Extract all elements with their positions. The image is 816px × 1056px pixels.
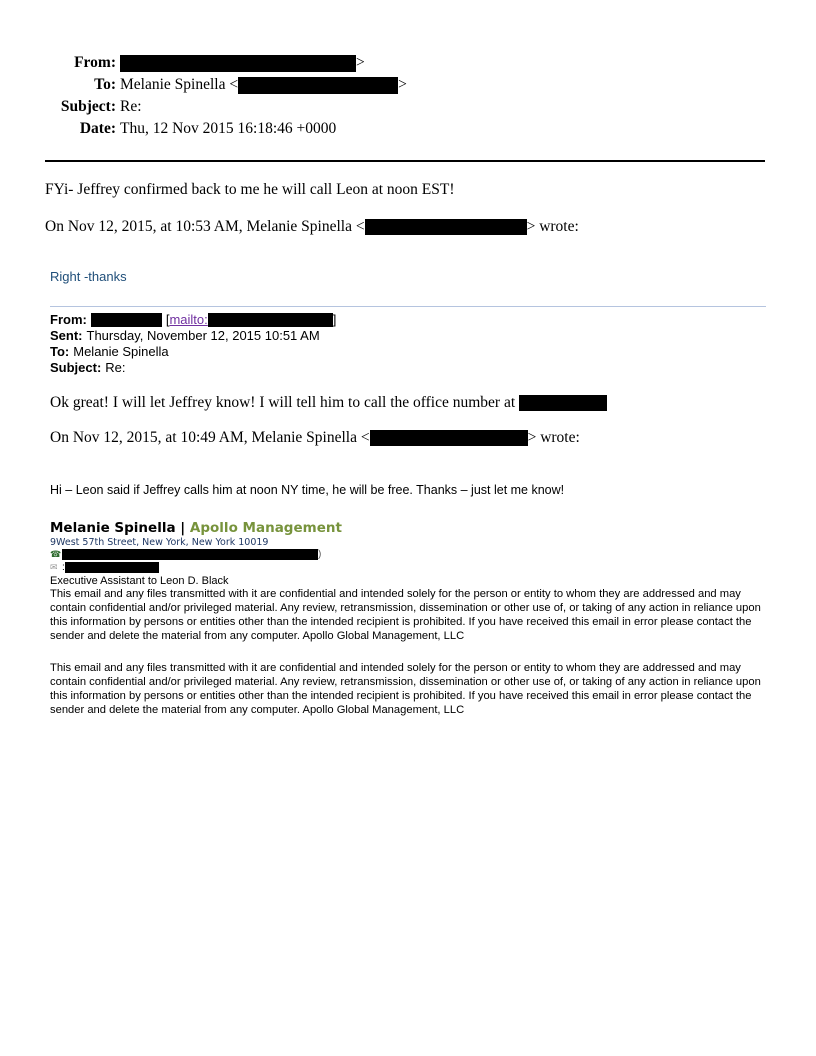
ok-great-text: Ok great! I will let Jeffrey know! I will tell him to call the office number at [50,394,516,411]
to-value: Melanie Spinella < [120,76,239,93]
email-header [0,52,407,140]
header-date-row [0,118,407,140]
redacted-sig-email [65,562,159,573]
signature-block [50,520,342,587]
signature-address: 9West 57th Street, New York, New York 10019 [50,537,269,548]
signature-title: Executive Assistant to Leon D. Black [50,575,229,587]
phone-suffix: ) [318,549,322,560]
reply-right-thanks: Right -thanks [50,269,127,284]
quote2-suffix: > wrote: [527,429,580,446]
fwd-subject-row [50,360,336,376]
signature-separator: | [175,520,190,536]
forward-divider [50,306,766,307]
disclaimer-1: This email and any files transmitted with it are confidential and intended solely for the person or entity to whom they are addressed and may contain confidential and/or privileged material. Any review, retransmission, dissemination or other use of, or taking of any action in reliance upon this information by persons or entities other than the intended recipient is prohibited. If you have received this email in error please contact the sender and delete the material from any computer. Apollo Global Management, LLC [50,588,761,642]
fwd-to-label: To: [50,344,70,359]
quote1-prefix: On Nov 12, 2015, at 10:53 AM, Melanie Spinella < [45,218,365,235]
signature-company: Apollo Management [189,520,342,536]
redacted-email-1 [365,219,527,235]
quote1-suffix: > wrote: [526,218,579,235]
redacted-phone-number [519,395,607,411]
fwd-to-row [50,344,336,360]
quote2-prefix: On Nov 12, 2015, at 10:49 AM, Melanie Spinella < [50,429,370,446]
header-to-row [0,74,407,96]
fwd-to-value: Melanie Spinella [73,344,169,359]
signature-email-line [50,561,342,574]
redacted-email-2 [370,430,528,446]
ok-great-line [50,394,607,412]
message-line: FYi- Jeffrey confirmed back to me he will call Leon at noon EST! [45,181,455,198]
header-divider [45,160,765,162]
mail-icon: ✉ [50,562,58,572]
quote-header-1 [45,218,579,236]
fwd-subject-label: Subject: [50,360,102,375]
from-label: From: [74,54,116,71]
header-from-row [0,52,407,74]
fwd-sent-value: Thursday, November 12, 2015 10:51 AM [86,328,320,343]
subject-label: Subject: [60,98,116,115]
signature-phone-line [50,548,342,561]
to-label: To: [94,76,116,93]
redacted-fwd-email [208,313,333,327]
quote-header-2 [50,429,580,447]
redacted-fwd-name [91,313,162,327]
fwd-from-label: From: [50,312,87,327]
header-subject-row [0,96,407,118]
redacted-phone [62,549,318,560]
mailto-close: ] [332,312,337,327]
redacted-from-address [120,55,356,72]
date-value: Thu, 12 Nov 2015 16:18:46 +0000 [120,120,337,137]
redacted-to-address [238,77,398,94]
subject-value: Re: [120,98,142,115]
signature-name-line [50,520,342,536]
fwd-sent-row [50,328,336,344]
disclaimer-2: This email and any files transmitted with it are confidential and intended solely for the person or entity to whom they are addressed and may contain confidential and/or privileged material. Any review, retransmission, dissemination or other use of, or taking of any action in reliance upon this information by persons or entities other than the intended recipient is prohibited. If you have received this email in error please contact the sender and delete the material from any computer. Apollo Global Management, LLC [50,662,761,716]
mailto-link[interactable]: mailto: [169,312,208,327]
forward-header [50,312,336,376]
from-suffix: > [356,54,365,71]
fwd-subject-value: Re: [105,360,126,375]
signature-name: Melanie Spinella [50,520,176,536]
mailto-open: [ [165,312,170,327]
date-label: Date: [79,120,116,137]
hi-leon-line: Hi – Leon said if Jeffrey calls him at noon NY time, he will be free. Thanks – just let me know! [50,483,565,497]
to-suffix: > [398,76,407,93]
phone-icon: ☎ [50,549,62,559]
fwd-from-row [50,312,336,328]
fwd-sent-label: Sent: [50,328,83,343]
mail-colon: : [62,562,65,573]
